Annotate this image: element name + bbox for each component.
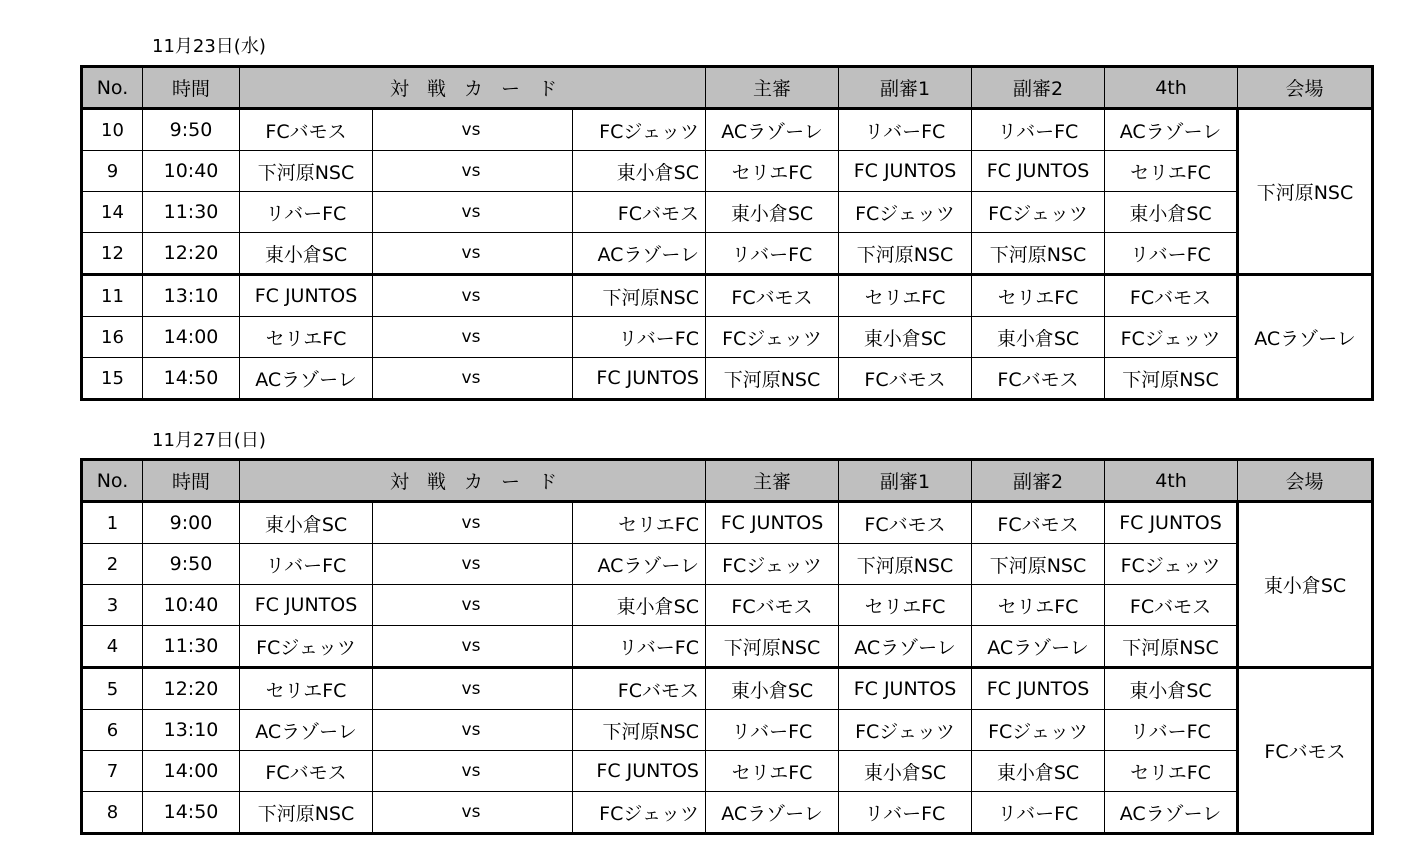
match-number: 7 [82,751,143,792]
spacer [373,751,443,792]
assistant-referee-2: FCジェッツ [972,192,1105,233]
fourth-official: FC JUNTOS [1105,502,1238,544]
vs-label: vs [443,544,500,585]
assistant-referee-2: 下河原NSC [972,233,1105,275]
match-row [82,544,1373,585]
assistant-referee-1: FCジェッツ [839,710,972,751]
away-team: FCバモス [573,192,706,233]
header-main-referee: 主審 [706,67,839,109]
match-number: 9 [82,151,143,192]
home-team: セリエFC [240,668,373,710]
away-team: ACラゾーレ [573,544,706,585]
match-row [82,626,1373,668]
assistant-referee-1: リバーFC [839,109,972,151]
main-referee: リバーFC [706,233,839,275]
match-number: 8 [82,792,143,834]
spacer [373,151,443,192]
match-time: 11:30 [143,192,240,233]
main-referee: FCバモス [706,585,839,626]
vs-label: vs [443,502,500,544]
assistant-referee-2: FCバモス [972,358,1105,400]
assistant-referee-1: 東小倉SC [839,751,972,792]
match-row [82,192,1373,233]
fourth-official: 東小倉SC [1105,668,1238,710]
match-number: 4 [82,626,143,668]
vs-label: vs [443,626,500,668]
away-team: リバーFC [573,626,706,668]
header-card: 対戦カード [240,67,706,109]
assistant-referee-2: 下河原NSC [972,544,1105,585]
match-row [82,792,1373,834]
assistant-referee-1: FCバモス [839,502,972,544]
main-referee: ACラゾーレ [706,109,839,151]
match-row [82,751,1373,792]
match-row [82,668,1373,710]
away-team: 下河原NSC [573,275,706,317]
main-referee: リバーFC [706,710,839,751]
assistant-referee-2: リバーFC [972,109,1105,151]
away-team: ACラゾーレ [573,233,706,275]
match-number: 14 [82,192,143,233]
home-team: FCバモス [240,751,373,792]
vs-label: vs [443,192,500,233]
header-main-referee: 主審 [706,460,839,502]
away-team: 東小倉SC [573,585,706,626]
match-number: 11 [82,275,143,317]
venue-cell: FCバモス [1238,668,1373,834]
assistant-referee-2: セリエFC [972,585,1105,626]
spacer [500,233,573,275]
spacer [500,151,573,192]
schedule-table [80,65,1374,401]
spacer [500,710,573,751]
fourth-official: 東小倉SC [1105,192,1238,233]
match-row [82,710,1373,751]
match-time: 9:50 [143,109,240,151]
assistant-referee-1: リバーFC [839,792,972,834]
match-time: 10:40 [143,585,240,626]
main-referee: FC JUNTOS [706,502,839,544]
away-team: FCバモス [573,668,706,710]
assistant-referee-1: 下河原NSC [839,544,972,585]
header-fourth-official: 4th [1105,67,1238,109]
match-time: 13:10 [143,710,240,751]
venue-cell: 下河原NSC [1238,109,1373,275]
vs-label: vs [443,668,500,710]
assistant-referee-1: セリエFC [839,585,972,626]
match-row [82,585,1373,626]
vs-label: vs [443,585,500,626]
vs-label: vs [443,233,500,275]
spacer [373,585,443,626]
assistant-referee-1: セリエFC [839,275,972,317]
fourth-official: ACラゾーレ [1105,792,1238,834]
match-time: 9:00 [143,502,240,544]
match-row [82,151,1373,192]
away-team: FCジェッツ [573,792,706,834]
spacer [373,192,443,233]
spacer [500,668,573,710]
assistant-referee-1: FC JUNTOS [839,151,972,192]
assistant-referee-1: FCジェッツ [839,192,972,233]
spacer [500,792,573,834]
match-time: 11:30 [143,626,240,668]
fourth-official: FCバモス [1105,275,1238,317]
home-team: FC JUNTOS [240,275,373,317]
spacer [500,502,573,544]
vs-label: vs [443,358,500,400]
match-number: 2 [82,544,143,585]
home-team: 下河原NSC [240,792,373,834]
header-assistant-referee-2: 副審2 [972,460,1105,502]
spacer [500,192,573,233]
assistant-referee-1: FC JUNTOS [839,668,972,710]
spacer [373,626,443,668]
header-assistant-referee-2: 副審2 [972,67,1105,109]
header-card: 対戦カード [240,460,706,502]
match-number: 6 [82,710,143,751]
spacer [373,109,443,151]
spacer [373,710,443,751]
date-label: 11月23日(水) [152,36,266,57]
match-number: 16 [82,317,143,358]
home-team: FC JUNTOS [240,585,373,626]
away-team: セリエFC [573,502,706,544]
match-time: 14:50 [143,792,240,834]
spacer [500,585,573,626]
away-team: FC JUNTOS [573,751,706,792]
assistant-referee-2: FCバモス [972,502,1105,544]
assistant-referee-2: リバーFC [972,792,1105,834]
assistant-referee-1: 東小倉SC [839,317,972,358]
vs-label: vs [443,751,500,792]
spacer [373,233,443,275]
home-team: リバーFC [240,544,373,585]
fourth-official: FCジェッツ [1105,317,1238,358]
main-referee: FCバモス [706,275,839,317]
match-row [82,109,1373,151]
home-team: FCジェッツ [240,626,373,668]
match-number: 10 [82,109,143,151]
fourth-official: FCジェッツ [1105,544,1238,585]
fourth-official: ACラゾーレ [1105,109,1238,151]
spacer [373,668,443,710]
assistant-referee-2: FCジェッツ [972,710,1105,751]
match-time: 13:10 [143,275,240,317]
match-time: 9:50 [143,544,240,585]
header-assistant-referee-1: 副審1 [839,460,972,502]
match-row [82,233,1373,275]
fourth-official: リバーFC [1105,710,1238,751]
spacer [500,544,573,585]
main-referee: 東小倉SC [706,668,839,710]
home-team: ACラゾーレ [240,710,373,751]
main-referee: FCジェッツ [706,317,839,358]
home-team: 東小倉SC [240,502,373,544]
spacer [500,358,573,400]
match-time: 10:40 [143,151,240,192]
main-referee: 東小倉SC [706,192,839,233]
fourth-official: FCバモス [1105,585,1238,626]
assistant-referee-1: 下河原NSC [839,233,972,275]
vs-label: vs [443,710,500,751]
main-referee: 下河原NSC [706,626,839,668]
assistant-referee-2: 東小倉SC [972,317,1105,358]
match-number: 1 [82,502,143,544]
spacer [500,109,573,151]
match-row [82,275,1373,317]
match-time: 14:50 [143,358,240,400]
header-no: No. [82,460,143,502]
home-team: ACラゾーレ [240,358,373,400]
spacer [500,275,573,317]
date-label: 11月27日(日) [152,430,266,451]
assistant-referee-2: FC JUNTOS [972,668,1105,710]
match-time: 14:00 [143,751,240,792]
header-row [82,460,1373,502]
venue-cell: 東小倉SC [1238,502,1373,668]
header-time: 時間 [143,460,240,502]
vs-label: vs [443,275,500,317]
vs-label: vs [443,792,500,834]
header-time: 時間 [143,67,240,109]
match-row [82,358,1373,400]
away-team: 東小倉SC [573,151,706,192]
match-number: 12 [82,233,143,275]
match-time: 14:00 [143,317,240,358]
assistant-referee-2: 東小倉SC [972,751,1105,792]
fourth-official: セリエFC [1105,151,1238,192]
spacer [500,751,573,792]
spacer [373,502,443,544]
main-referee: セリエFC [706,151,839,192]
match-number: 15 [82,358,143,400]
main-referee: 下河原NSC [706,358,839,400]
vs-label: vs [443,317,500,358]
header-venue: 会場 [1238,460,1373,502]
home-team: リバーFC [240,192,373,233]
spacer [500,317,573,358]
spacer [500,626,573,668]
spacer [373,544,443,585]
home-team: 東小倉SC [240,233,373,275]
match-row [82,502,1373,544]
spacer [373,317,443,358]
home-team: セリエFC [240,317,373,358]
main-referee: ACラゾーレ [706,792,839,834]
schedule-table [80,458,1374,835]
match-time: 12:20 [143,233,240,275]
vs-label: vs [443,109,500,151]
assistant-referee-1: ACラゾーレ [839,626,972,668]
assistant-referee-2: セリエFC [972,275,1105,317]
fourth-official: リバーFC [1105,233,1238,275]
header-fourth-official: 4th [1105,460,1238,502]
match-number: 3 [82,585,143,626]
home-team: FCバモス [240,109,373,151]
match-time: 12:20 [143,668,240,710]
spacer [373,358,443,400]
fourth-official: 下河原NSC [1105,626,1238,668]
spacer [373,792,443,834]
main-referee: セリエFC [706,751,839,792]
fourth-official: セリエFC [1105,751,1238,792]
away-team: FC JUNTOS [573,358,706,400]
assistant-referee-2: FC JUNTOS [972,151,1105,192]
home-team: 下河原NSC [240,151,373,192]
away-team: 下河原NSC [573,710,706,751]
match-row [82,317,1373,358]
assistant-referee-1: FCバモス [839,358,972,400]
spacer [373,275,443,317]
header-venue: 会場 [1238,67,1373,109]
header-assistant-referee-1: 副審1 [839,67,972,109]
assistant-referee-2: ACラゾーレ [972,626,1105,668]
away-team: FCジェッツ [573,109,706,151]
venue-cell: ACラゾーレ [1238,275,1373,400]
vs-label: vs [443,151,500,192]
fourth-official: 下河原NSC [1105,358,1238,400]
main-referee: FCジェッツ [706,544,839,585]
header-no: No. [82,67,143,109]
away-team: リバーFC [573,317,706,358]
match-number: 5 [82,668,143,710]
header-row [82,67,1373,109]
